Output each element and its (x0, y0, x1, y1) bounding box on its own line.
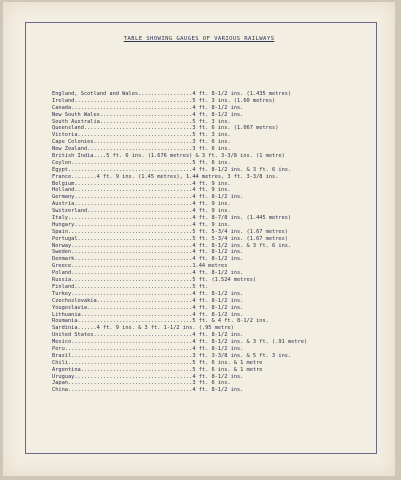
table-row (52, 346, 382, 353)
gauge-value: 4 ft. 8-1/2 ins. (192, 111, 244, 118)
gauge-value: 4 ft. 8-1/2 ins. (192, 270, 244, 277)
country-name: Turkey (52, 290, 72, 297)
gauge-value: 4 ft. 9 ins. (192, 221, 231, 228)
gauge-value: 4 ft. 8-1/2 ins. (192, 290, 244, 297)
country-name: Poland (52, 270, 72, 277)
gauge-value: 4 ft. 9 ins. (192, 187, 231, 194)
dot-leader: ..................................... (74, 187, 193, 194)
table-row (52, 236, 382, 243)
table-row (52, 277, 382, 284)
dot-leader: ...................................... (71, 159, 193, 166)
country-name: United States (52, 332, 94, 339)
gauge-value: 4 ft. 8-1/2 ins. (192, 332, 244, 339)
country-name: New South Wales (52, 111, 100, 118)
gauge-value: 4 ft. 8-1/2 ins. (192, 256, 244, 263)
country-name: Cape Colonies (52, 139, 94, 146)
country-name: Uruguay (52, 373, 75, 380)
dot-leader: ...................................... (71, 263, 193, 270)
dot-leader: ...................................... (71, 290, 193, 297)
gauge-value: 5 ft. 3 ins. (1.60 metres) (192, 97, 276, 104)
table-row (52, 325, 382, 332)
table-row (52, 125, 382, 132)
country-name: Canada (52, 104, 72, 111)
gauge-value: 5 ft. 6 ins. & 1 metre (192, 366, 263, 373)
gauge-value: 4 ft. 8-1/2 ins. & 3 ft. (.91 metre) (192, 339, 308, 346)
table-row (52, 305, 382, 312)
gauge-value: 4 ft. 9 ins. (192, 180, 231, 187)
country-name: Peru (52, 345, 65, 352)
dot-leader: .................................. (83, 125, 193, 132)
gauge-value: 3 ft. 6 ins. (192, 146, 231, 153)
dot-leader: ........................................ (64, 345, 193, 352)
country-name: Italy (52, 215, 68, 222)
table-row (52, 374, 382, 381)
dot-leader: ...................................... (71, 242, 193, 249)
dot-leader: ............................. (99, 111, 193, 118)
country-name: Roumania (52, 318, 78, 325)
dot-leader: ..................................... (74, 221, 193, 228)
dot-leader: ................................. (87, 146, 193, 153)
country-name: Holland (52, 187, 75, 194)
country-name: Sardinia (52, 325, 78, 332)
table-row (52, 243, 382, 250)
dot-leader: ....................................... (67, 228, 193, 235)
gauge-value: 5 ft. 6 ins. & 1 metre (192, 359, 263, 366)
dot-leader: ............................. (99, 118, 193, 125)
table-row (52, 387, 382, 394)
gauge-value: 4 ft. 8-1/2 ins. (192, 249, 244, 256)
table-row (52, 284, 382, 291)
gauge-value: 5 ft. 5-3/4 ins. (1.67 metres) (192, 228, 288, 235)
table-row (52, 112, 382, 119)
country-name: Chili (52, 359, 68, 366)
table-row (52, 380, 382, 387)
gauge-value: 4 ft. 9 ins. (192, 208, 231, 215)
dot-leader: ........ (71, 173, 97, 180)
gauge-value: 3 ft. 3-3/8 ins. & 5 ft. 3 ins. (192, 352, 292, 359)
table-row (52, 215, 382, 222)
dot-leader: .................................... (77, 235, 193, 242)
table-row (52, 298, 382, 305)
gauge-value: 4 ft. 8-1/2 ins. (192, 387, 244, 394)
gauge-value: 4 ft. 8-1/2 ins. (192, 304, 244, 311)
table-row (52, 194, 382, 201)
dot-leader: ...................................... (71, 104, 193, 111)
dot-leader: ................................. (87, 208, 193, 215)
table-row (52, 312, 382, 319)
country-name: Yougoslavia (52, 304, 88, 311)
gauge-value: 3 ft. 6 ins. (192, 139, 231, 146)
gauge-value: 5 ft. & 4 ft. 8-1/2 ins. (192, 318, 269, 325)
dot-leader: .... (93, 153, 107, 160)
table-row (52, 174, 382, 181)
gauge-value: 4 ft. 8-7/8 ins. (1.445 metres) (192, 215, 292, 222)
country-name: Brazil (52, 352, 72, 359)
gauge-value: 4 ft. 9 ins. (1.45 metres), 1.44 metres, 3 ft. 3-3/8 ins. (96, 173, 279, 180)
country-name: Portugal (52, 235, 78, 242)
gauge-value: 5 ft. (1.524 metres) (192, 277, 257, 284)
dot-leader: ..................................... (74, 180, 193, 187)
country-name: Ceylon (52, 159, 72, 166)
table-row (52, 181, 382, 188)
gauge-value: 4 ft. 8-1/2 ins. (192, 194, 244, 201)
dot-leader: ................................. (87, 304, 193, 311)
country-name: Russia (52, 277, 72, 284)
table-row (52, 119, 382, 126)
country-name: Finland (52, 283, 75, 290)
dot-leader: ...................................... (71, 249, 193, 256)
gauge-value: 4 ft. 8-1/2 ins. (1.435 metres) (192, 91, 292, 97)
dot-leader: .................................... (77, 132, 193, 139)
country-name: Denmark (52, 256, 75, 263)
country-name: Sweden (52, 249, 72, 256)
table-row (52, 249, 382, 256)
table-row (52, 132, 382, 139)
gauge-value: 4 ft. 9 ins. & 3 ft. 1-1/2 ins. (.95 metre) (96, 325, 234, 332)
table-row (52, 222, 382, 229)
table-row (52, 160, 382, 167)
table-row (52, 98, 382, 105)
gauge-value: 4 ft. 8-1/2 ins. (192, 373, 244, 380)
country-name: Norway (52, 242, 72, 249)
country-name: France (52, 173, 72, 180)
country-name: Queensland (52, 125, 84, 132)
dot-leader: ..................................... (74, 201, 193, 208)
table-row (52, 187, 382, 194)
gauge-value: 4 ft. 9 ins. (192, 201, 231, 208)
gauge-value: 4 ft. 8-1/2 ins. (192, 345, 244, 352)
gauge-value: 5 ft. 5-3/4 ins. (1.67 metres) (192, 235, 288, 242)
country-name: South Australia (52, 118, 100, 125)
gauge-value: 4 ft. 8-1/2 ins. (192, 311, 244, 318)
dot-leader: ............................... (93, 139, 193, 146)
country-name: England, Scotland and Wales (52, 91, 139, 97)
country-name: Hungary (52, 221, 75, 228)
table-row (52, 270, 382, 277)
table-row (52, 332, 382, 339)
country-name: Argentina (52, 366, 81, 373)
dot-leader: ...................................... (71, 270, 193, 277)
gauge-value: 5 ft. 6 ins. (1.676 metres) & 3 ft. 3-3/8 ins. (1 metre) (106, 153, 285, 160)
country-name: China (52, 387, 68, 394)
dot-leader: ..................................... (74, 256, 193, 263)
table-row (52, 208, 382, 215)
dot-leader: ...................................... (71, 339, 193, 346)
gauge-value: 1.44 metres (192, 263, 228, 270)
country-name: Victoria (52, 132, 78, 139)
table-row (52, 153, 382, 160)
gauge-value: 4 ft. 8-1/2 ins. & 3 ft. 6 ins. (192, 166, 292, 173)
dot-leader: ..................................... (74, 373, 193, 380)
gauge-value: 4 ft. 8-1/2 ins. (192, 104, 244, 111)
dot-leader: ...................................... (71, 352, 193, 359)
dot-leader: ................. (138, 91, 193, 97)
country-name: Mexico (52, 339, 72, 346)
dot-leader: ................................... (80, 311, 193, 318)
country-name: Lithuania (52, 311, 81, 318)
country-name: Greece (52, 263, 72, 270)
dot-leader: ..................................... (74, 97, 193, 104)
gauge-value: 5 ft. 3 ins. (192, 132, 231, 139)
gauge-value: 5 ft. (192, 283, 209, 290)
country-name: Switzerland (52, 208, 88, 215)
table-row (52, 139, 382, 146)
gauge-value: 4 ft. 8-1/2 ins. (192, 297, 244, 304)
dot-leader: ...................................... (71, 277, 193, 284)
dot-leader: ....................................... (67, 359, 193, 366)
country-name: Ireland (52, 97, 75, 104)
country-name: Austria (52, 201, 75, 208)
table-row (52, 339, 382, 346)
dot-leader: ....................................... (67, 166, 193, 173)
table-row (52, 367, 382, 374)
dot-leader: ............................... (93, 332, 193, 339)
table-row (52, 105, 382, 112)
table-row (52, 256, 382, 263)
table-row (52, 291, 382, 298)
country-name: New Zealand (52, 146, 88, 153)
table-row (52, 318, 382, 325)
country-name: Egypt (52, 166, 68, 173)
dot-leader: ..................................... (74, 283, 193, 290)
dot-leader: .................................... (77, 318, 193, 325)
country-name: Spain (52, 228, 68, 235)
dot-leader: ...... (77, 325, 97, 332)
document-title: TABLE SHOWING GAUGES OF VARIOUS RAILWAYS (123, 36, 275, 42)
gauge-value: 4 ft. 8-1/2 ins. & 3 ft. 6 ins. (192, 242, 292, 249)
table-row (52, 201, 382, 208)
gauge-value: 5 ft. 3 ins. (192, 118, 231, 125)
country-name: British India (52, 153, 94, 160)
table-row (52, 360, 382, 367)
dot-leader: ....................................... (67, 380, 193, 387)
country-name: Germany (52, 194, 75, 201)
dot-leader: ....................................... (67, 387, 193, 394)
table-row (52, 91, 382, 98)
dot-leader: ................................... (80, 366, 193, 373)
gauge-value: 3 ft. 6 ins. (1.067 metres) (192, 125, 279, 132)
country-name: Belgium (52, 180, 75, 187)
table-row (52, 263, 382, 270)
table-row (52, 229, 382, 236)
table-row (52, 167, 382, 174)
gauge-value: 3 ft. 6 ins. (192, 380, 231, 387)
dot-leader: ....................................... (67, 215, 193, 222)
table-row (52, 146, 382, 153)
gauge-value: 5 ft. 6 ins. (192, 159, 231, 166)
gauge-table (52, 91, 382, 394)
dot-leader: ..................................... (74, 194, 193, 201)
dot-leader: .............................. (96, 297, 193, 304)
country-name: Czechoslovakia (52, 297, 97, 304)
table-row (52, 353, 382, 360)
country-name: Japan (52, 380, 68, 387)
paper-sheet (3, 2, 395, 476)
